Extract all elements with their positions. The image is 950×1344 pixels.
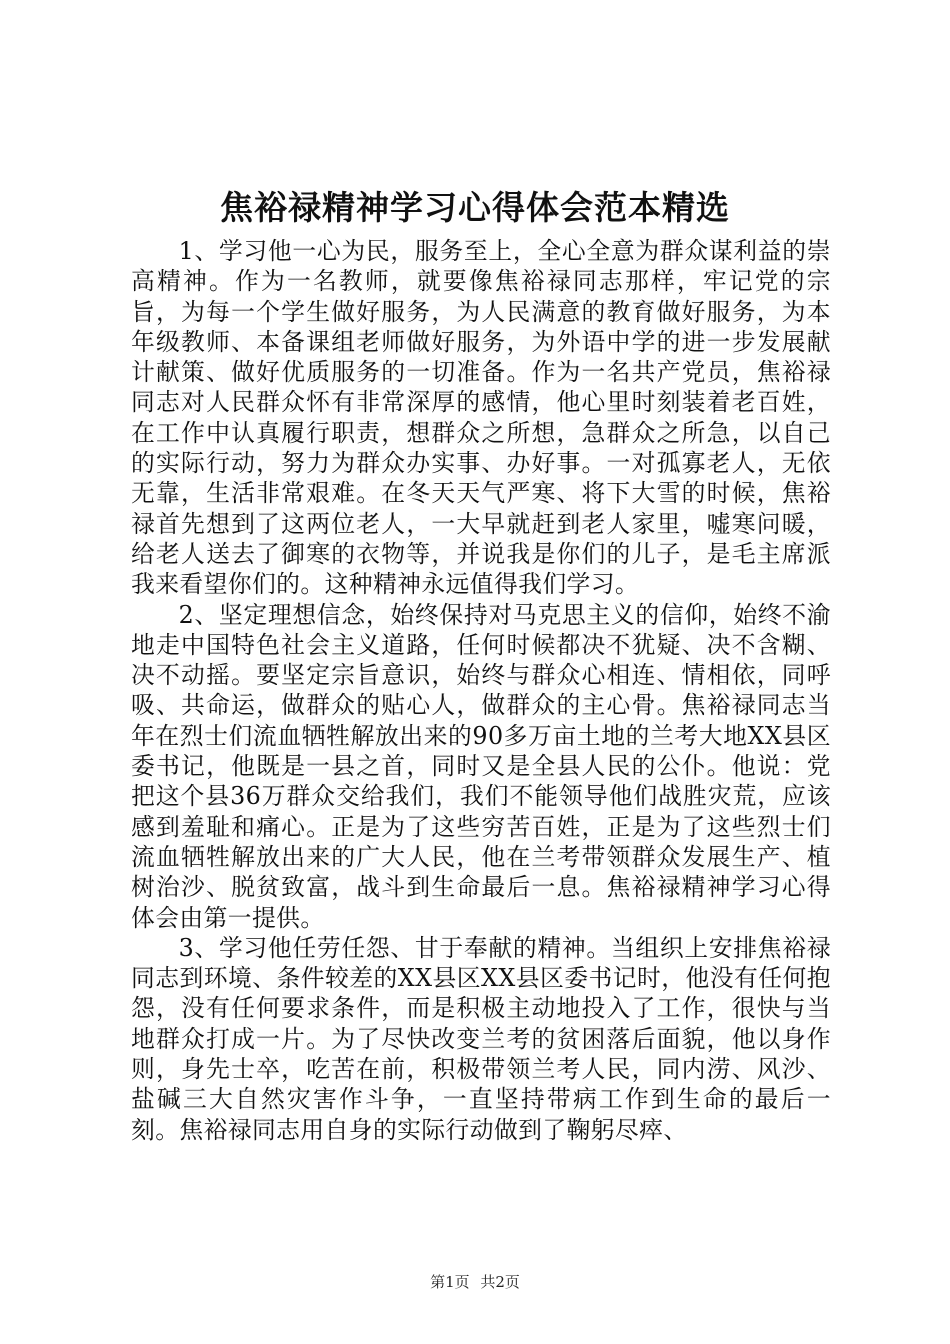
document-title: 焦裕禄精神学习心得体会范本精选 bbox=[220, 188, 730, 227]
page-footer bbox=[0, 1272, 950, 1292]
page-number-total: 共2页 bbox=[480, 1273, 520, 1291]
paragraph-2: 2、坚定理想信念，始终保持对马克思主义的信仰，始终不渝地走中国特色社会主义道路，任何时候都决不犹疑、决不含糊、决不动摇。要坚定宗旨意识，始终与群众心相连、情相依，同呼吸、共命运，做群众的贴心人，做群众的主心骨。焦裕禄同志当年在烈士们流血牺牲解放出来的90多万亩土地的兰考大地XX县区委书记，他既是一县之首，同时又是全县人民的公仆。他说：党把这个县36万群众交给我们，我们不能领导他们战胜灾荒，应该感到羞耻和痛心。正是为了这些穷苦百姓，正是为了这些烈士们流血牺牲解放出来的广大人民，他在兰考带领群众发展生产、植树治沙、脱贫致富，战斗到生命最后一息。焦裕禄精神学习心得体会由第一提供。 bbox=[131, 600, 831, 932]
document-body bbox=[131, 236, 831, 1145]
paragraph-1: 1、学习他一心为民，服务至上，全心全意为群众谋利益的崇高精神。作为一名教师，就要像焦裕禄同志那样，牢记党的宗旨，为每一个学生做好服务，为人民满意的教育做好服务，为本年级教师、本备课组老师做好服务，为外语中学的进一步发展献计献策、做好优质服务的一切准备。作为一名共产党员，焦裕禄同志对人民群众怀有非常深厚的感情，他心里时刻装着老百姓，在工作中认真履行职责，想群众之所想，急群众之所急，以自己的实际行动，努力为群众办实事、办好事。一对孤寡老人，无依无靠，生活非常艰难。在冬天天气严寒、将下大雪的时候，焦裕禄首先想到了这两位老人，一大早就赶到老人家里，嘘寒问暖，给老人送去了御寒的衣物等，并说我是你们的儿子，是毛主席派我来看望你们的。这种精神永远值得我们学习。 bbox=[131, 237, 831, 599]
paragraph-3: 3、学习他任劳任怨、甘于奉献的精神。当组织上安排焦裕禄同志到环境、条件较差的XX县区XX县区委书记时，他没有任何抱怨，没有任何要求条件，而是积极主动地投入了工作，很快与当地群众打成一片。为了尽快改变兰考的贫困落后面貌，他以身作则，身先士卒，吃苦在前，积极带领兰考人民，同内涝、风沙、盐碱三大自然灾害作斗争，一直坚持带病工作到生命的最后一刻。焦裕禄同志用自身的实际行动做到了鞠躬尽瘁、 bbox=[131, 933, 831, 1144]
page-number-current: 第1页 bbox=[430, 1273, 470, 1291]
